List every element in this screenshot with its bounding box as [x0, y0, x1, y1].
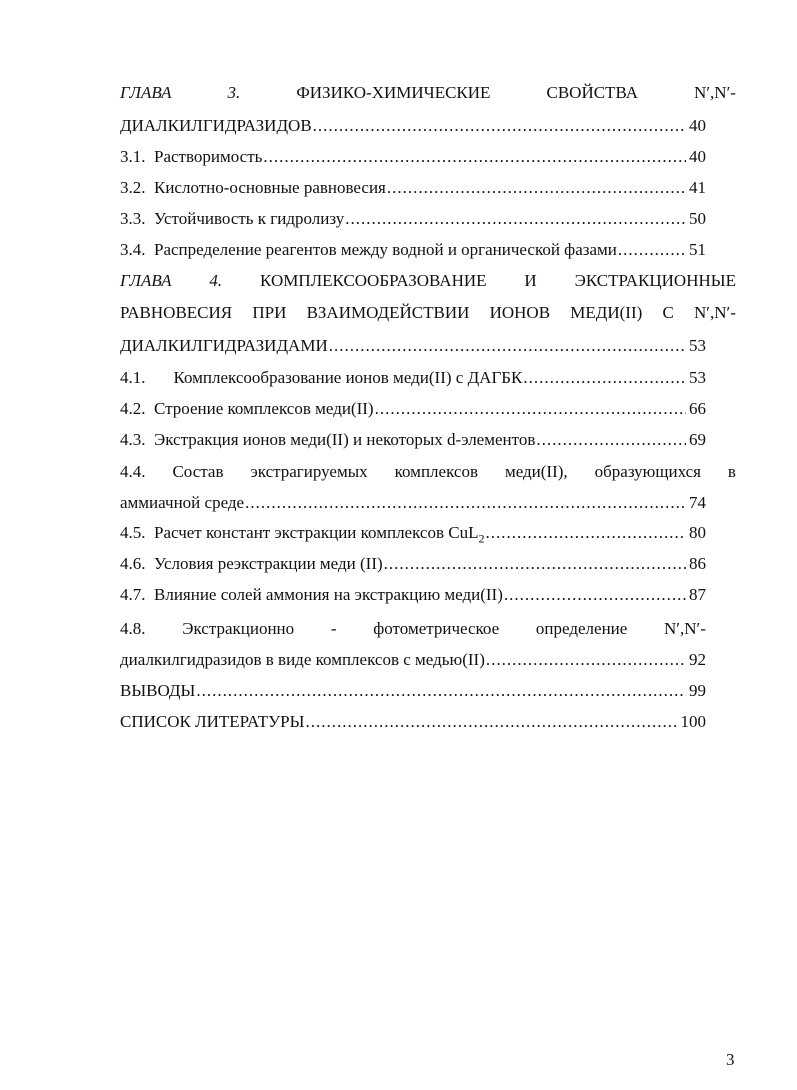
page-ref: 40	[689, 147, 706, 166]
entry-title: Влияние солей аммония на экстракцию меди(II)	[154, 585, 503, 604]
entry-word: в	[727, 462, 736, 481]
toc-entry-3-3	[120, 208, 706, 230]
entry-continuation: аммиачной среде	[120, 493, 245, 512]
chapter-number: 3.	[227, 83, 241, 102]
entry-title: ВЫВОДЫ	[120, 681, 196, 700]
entry-number: 4.8.	[120, 619, 146, 638]
entry-word: комплексов	[394, 462, 478, 481]
leader-dots	[263, 146, 686, 168]
page-ref: 40	[689, 116, 706, 135]
entry-word: образующихся	[594, 462, 701, 481]
entry-title: Строение комплексов меди(II)	[154, 399, 374, 418]
leader-dots	[305, 711, 677, 733]
toc-entry-4-2	[120, 398, 706, 420]
leader-dots	[384, 553, 686, 575]
heading-continuation: ДИАЛКИЛГИДРАЗИДАМИ	[120, 336, 328, 355]
toc-entry-4-1	[120, 367, 706, 389]
leader-dots	[245, 492, 686, 514]
leader-dots	[329, 335, 686, 357]
chapter-word: ГЛАВА	[120, 271, 172, 290]
leader-dots	[618, 239, 686, 261]
page-ref: 51	[689, 240, 706, 259]
leader-dots	[387, 177, 686, 199]
heading-word: ФИЗИКО-ХИМИЧЕСКИЕ	[296, 83, 491, 102]
page-ref: 69	[689, 430, 706, 449]
page-ref: 100	[680, 712, 706, 731]
toc-entry-4-4	[120, 461, 736, 483]
toc-entry-4-3	[120, 429, 706, 451]
toc-chapter-3-heading	[120, 82, 736, 104]
page-ref: 80	[689, 523, 706, 542]
page-ref: 41	[689, 178, 706, 197]
entry-number: 4.2.	[120, 399, 146, 418]
page-number: 3	[726, 1050, 735, 1069]
heading-word: N′,N′-	[694, 83, 736, 102]
leader-dots	[504, 584, 686, 606]
entry-title: Условия реэкстракции меди (II)	[154, 554, 383, 573]
toc-entry-4-4-cont	[120, 492, 706, 514]
toc-entry-3-2	[120, 177, 706, 199]
heading-word: РАВНОВЕСИЯ	[120, 303, 233, 322]
leader-dots	[345, 208, 686, 230]
heading-word: ИОНОВ	[489, 303, 551, 322]
entry-continuation: диалкилгидразидов в виде комплексов с медью(II)	[120, 650, 485, 669]
page-ref: 66	[689, 399, 706, 418]
heading-word: КОМПЛЕКСООБРАЗОВАНИЕ	[260, 271, 487, 290]
toc-entry-4-5	[120, 522, 706, 544]
page-ref: 74	[689, 493, 706, 512]
entry-number: 4.7.	[120, 585, 146, 604]
leader-dots	[196, 680, 686, 702]
leader-dots	[313, 115, 686, 137]
heading-word: СВОЙСТВА	[546, 83, 638, 102]
toc-chapter-4-heading-line2	[120, 302, 736, 324]
chapter-number: 4.	[209, 271, 223, 290]
page-ref: 99	[689, 681, 706, 700]
page-ref: 53	[689, 336, 706, 355]
entry-number: 4.5.	[120, 523, 146, 542]
entry-title: СПИСОК ЛИТЕРАТУРЫ	[120, 712, 305, 731]
entry-number: 4.6.	[120, 554, 146, 573]
toc-conclusions	[120, 680, 706, 702]
toc-entry-3-1	[120, 146, 706, 168]
heading-word: МЕДИ(II)	[570, 303, 643, 322]
entry-number: 3.4.	[120, 240, 146, 259]
heading-continuation: ДИАЛКИЛГИДРАЗИДОВ	[120, 116, 312, 135]
entry-title: Экстракция ионов меди(II) и некоторых d-элементов	[154, 430, 536, 449]
toc-chapter-3-cont	[120, 115, 706, 137]
entry-number: 4.3.	[120, 430, 146, 449]
page-ref: 92	[689, 650, 706, 669]
heading-word: С	[662, 303, 674, 322]
entry-word: Состав	[172, 462, 224, 481]
toc-entry-4-8	[120, 618, 706, 640]
entry-word: Экстракционно	[182, 619, 295, 638]
chapter-word: ГЛАВА	[120, 83, 172, 102]
toc-entry-4-8-cont	[120, 649, 706, 671]
heading-word: ЭКСТРАКЦИОННЫЕ	[574, 271, 736, 290]
toc-entry-3-4	[120, 239, 706, 261]
entry-title: Комплексообразование ионов меди(II) с ДАГБК	[173, 368, 523, 387]
entry-number: 4.1.	[120, 368, 146, 387]
heading-word: ВЗАИМОДЕЙСТВИИ	[306, 303, 470, 322]
leader-dots	[485, 522, 686, 544]
toc-entry-4-7	[120, 584, 706, 606]
entry-word: определение	[535, 619, 628, 638]
entry-title: Распределение реагентов между водной и органической фазами	[154, 240, 617, 259]
entry-word: меди(II),	[504, 462, 568, 481]
toc-chapter-4-heading	[120, 270, 736, 292]
leader-dots	[523, 367, 686, 389]
page-ref: 87	[689, 585, 706, 604]
entry-number: 3.1.	[120, 147, 146, 166]
entry-number: 3.3.	[120, 209, 146, 228]
entry-number: 3.2.	[120, 178, 146, 197]
entry-word: экстрагируемых	[250, 462, 368, 481]
heading-word: ПРИ	[252, 303, 287, 322]
entry-word: -	[330, 619, 337, 638]
entry-word: N′,N′-	[664, 619, 706, 638]
toc-references	[120, 711, 706, 733]
heading-word: N′,N′-	[694, 303, 736, 322]
toc-entry-4-6	[120, 553, 706, 575]
heading-word: И	[524, 271, 537, 290]
toc-chapter-4-cont	[120, 335, 706, 357]
page-ref: 86	[689, 554, 706, 573]
leader-dots	[486, 649, 686, 671]
entry-number: 4.4.	[120, 462, 146, 481]
leader-dots	[375, 398, 686, 420]
subscript: 2	[478, 531, 485, 546]
entry-title: Кислотно-основные равновесия	[154, 178, 386, 197]
entry-title: Устойчивость к гидролизу	[154, 209, 345, 228]
leader-dots	[536, 429, 686, 451]
entry-title: Расчет констант экстракции комплексов CuL	[154, 523, 479, 542]
entry-word: фотометрическое	[373, 619, 500, 638]
entry-title: Растворимость	[154, 147, 263, 166]
page-ref: 53	[689, 368, 706, 387]
page-ref: 50	[689, 209, 706, 228]
